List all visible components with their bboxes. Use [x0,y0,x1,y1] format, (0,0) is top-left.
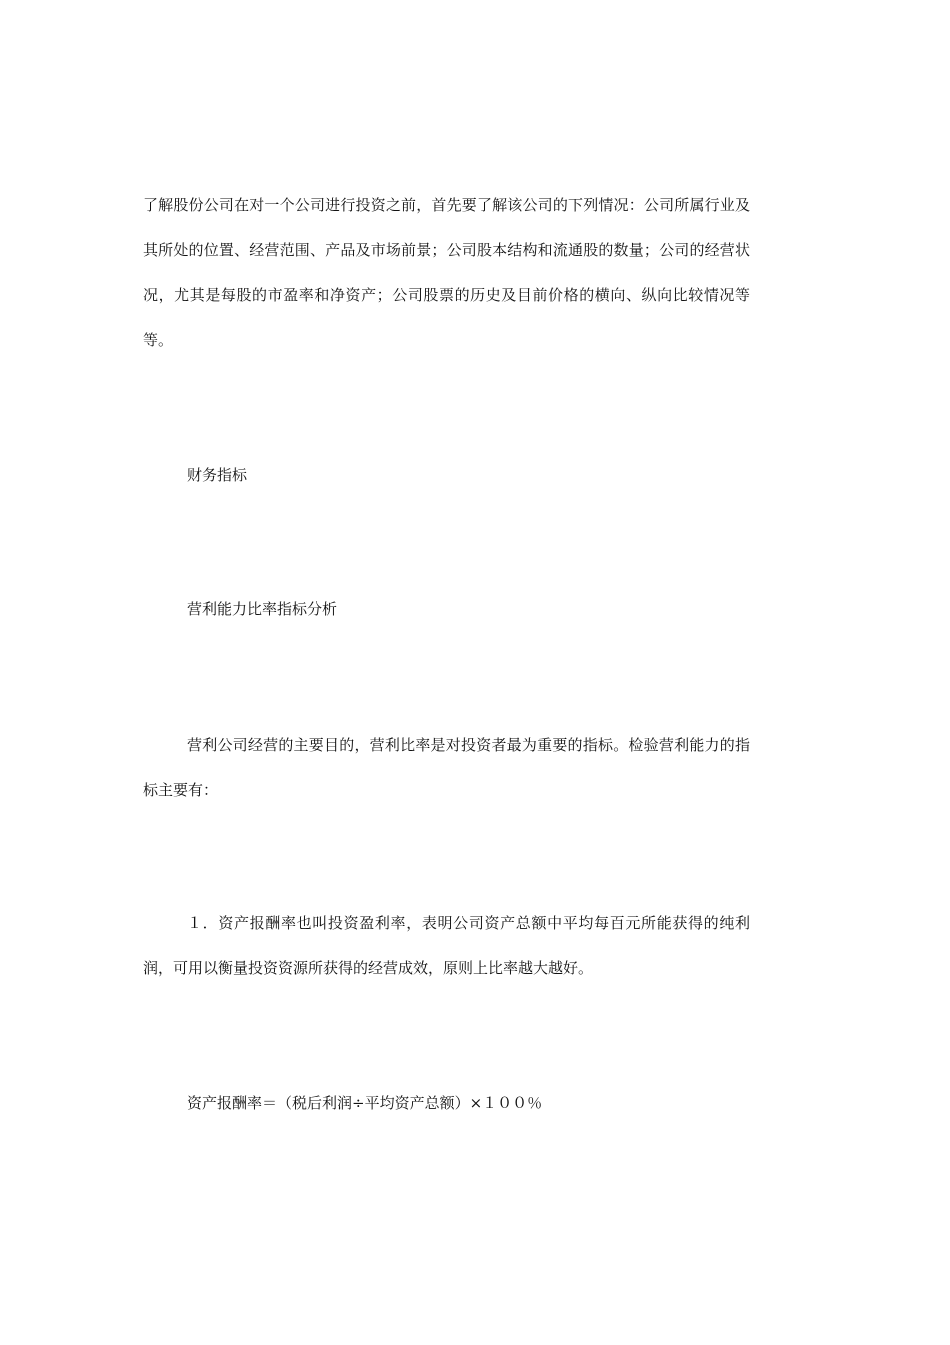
profitability-paragraph: 营利公司经营的主要目的，营利比率是对投资者最为重要的指标。检验营利能力的指标主要有： [143,736,750,799]
heading-profitability-analysis: 营利能力比率指标分析 [187,600,338,618]
list-item-asset-return: １．资产报酬率也叫投资盈利率，表明公司资产总额中平均每百元所能获得的纯利润，可用以衡量投资资源所获得的经营成效，原则上比率越大越好。 [143,914,750,977]
formula-asset-return: 资产报酬率＝（税后利润÷平均资产总额）×１００％ [187,1094,543,1112]
heading-financial-indicators: 财务指标 [187,466,248,484]
intro-paragraph: 了解股份公司在对一个公司进行投资之前，首先要了解该公司的下列情况：公司所属行业及其所处的位置、经营范围、产品及市场前景；公司股本结构和流通股的数量；公司的经营状况，尤其是每股的市盈率和净资产；公司股票的历史及目前价格的横向、纵向比较情况等等。 [143,196,750,349]
